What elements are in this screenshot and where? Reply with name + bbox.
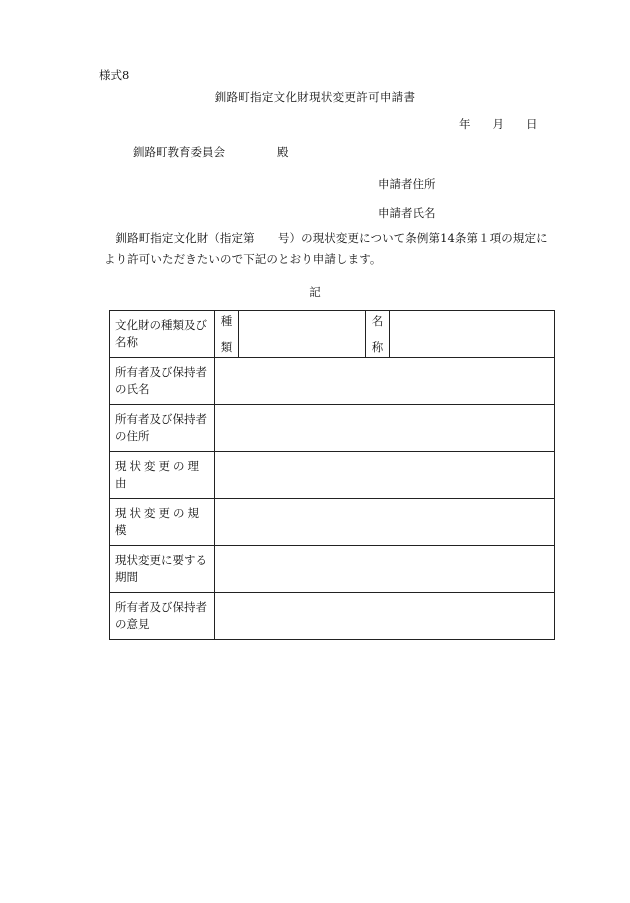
table-row bbox=[110, 499, 555, 546]
table-row bbox=[110, 358, 555, 405]
form-number: 様式8 bbox=[99, 68, 130, 82]
table-row bbox=[110, 452, 555, 499]
owner-opinion-label: 所有者及び保持者の意見 bbox=[110, 593, 215, 640]
change-scale-label: 現状変更の規模 bbox=[110, 499, 215, 546]
change-scale-value-cell[interactable] bbox=[215, 499, 555, 546]
applicant-name-label: 申請者氏名 bbox=[378, 206, 436, 220]
table-row bbox=[110, 593, 555, 640]
name-label-bottom: 称 bbox=[371, 340, 384, 354]
change-period-value-cell[interactable] bbox=[215, 546, 555, 593]
addressee bbox=[133, 144, 289, 160]
change-period-label: 現状変更に要する期間 bbox=[110, 546, 215, 593]
date-day-label: 日 bbox=[526, 117, 538, 131]
owner-opinion-value-cell[interactable] bbox=[215, 593, 555, 640]
type-value-cell[interactable] bbox=[239, 311, 366, 358]
name-label-cell bbox=[366, 311, 390, 358]
name-label-top: 名 bbox=[371, 314, 384, 328]
applicant-address-label: 申請者住所 bbox=[378, 177, 436, 191]
document-title: 釧路町指定文化財現状変更許可申請書 bbox=[214, 90, 416, 104]
type-label-cell bbox=[215, 311, 239, 358]
addressee-honorific: 殿 bbox=[277, 145, 289, 159]
addressee-name: 釧路町教育委員会 bbox=[133, 145, 225, 159]
owner-name-label: 所有者及び保持者の氏名 bbox=[110, 358, 215, 405]
record-table bbox=[109, 310, 555, 640]
change-reason-label: 現状変更の理由 bbox=[110, 452, 215, 499]
owner-address-value-cell[interactable] bbox=[215, 405, 555, 452]
date-month-label: 月 bbox=[492, 117, 504, 131]
body-paragraph: 釧路町指定文化財（指定第 号）の現状変更について条例第14条第１項の規定により許可いただきたいので下記のとおり申請します。 bbox=[104, 231, 548, 266]
name-value-cell[interactable] bbox=[390, 311, 555, 358]
ki-heading: 記 bbox=[309, 285, 321, 299]
change-reason-value-cell[interactable] bbox=[215, 452, 555, 499]
date-year-label: 年 bbox=[459, 117, 471, 131]
cultural-property-label: 文化財の種類及び名称 bbox=[110, 311, 215, 358]
owner-name-value-cell[interactable] bbox=[215, 358, 555, 405]
table-row bbox=[110, 405, 555, 452]
table-row bbox=[110, 546, 555, 593]
owner-address-label: 所有者及び保持者の住所 bbox=[110, 405, 215, 452]
type-label-top: 種 bbox=[220, 314, 233, 328]
date-line bbox=[459, 116, 538, 132]
type-label-bottom: 類 bbox=[220, 340, 233, 354]
table-row bbox=[110, 311, 555, 358]
